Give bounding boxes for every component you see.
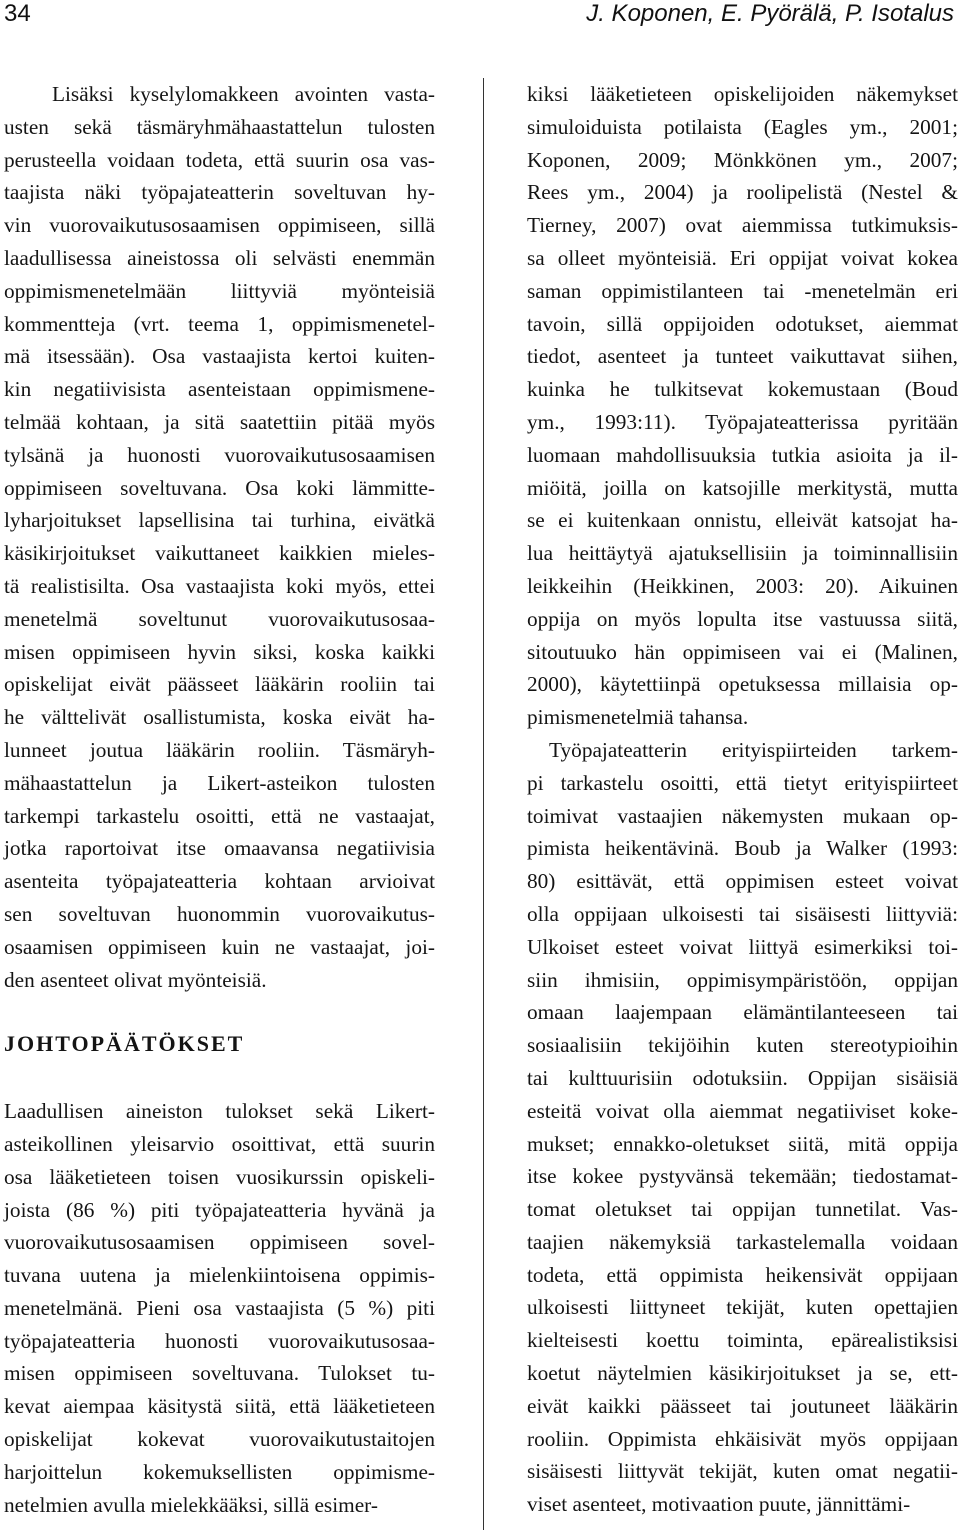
text-line: kevat aiempaa käsitystä siitä, että lääketieteen (4, 1394, 435, 1419)
text-line: joista (86 %) piti työpajateatteria hyvänä ja (4, 1197, 435, 1222)
text-line: sitoutuuko hän oppimiseen vai ei (Malinen, (527, 639, 958, 664)
text-line: itse kokee pystyvänsä tekemään; tiedostamat- (527, 1164, 958, 1189)
page-number: 34 (4, 0, 31, 27)
text-line: taajien näkemyksiä tarkastelemalla voidaan (527, 1229, 958, 1254)
text-line: pimista heikentävinä. Boub ja Walker (1993: (527, 836, 958, 861)
text-line: misen oppimiseen soveltuvana. Tulokset tu- (4, 1361, 435, 1386)
text-line: perusteella voidaan todeta, että suurin osa vas- (4, 147, 435, 172)
left-paragraph-conclusions (4, 1095, 435, 1521)
text-line: tomat oletukset tai oppijan tunnetilat. Vas- (527, 1197, 958, 1222)
section-heading-conclusions: JOHTOPÄÄTÖKSET (4, 1031, 245, 1057)
text-line: lua heittäytyä ajatuksellisiin ja toiminnallisiin (527, 541, 958, 566)
text-line: telmää kohtaan, ja sitä saatettiin pitää myös (4, 409, 435, 434)
text-line: asenteita työpajateatteria kohtaan arvioivat (4, 869, 435, 894)
text-line: todeta, että oppimista heikensivät oppijaan (527, 1262, 958, 1287)
text-line: tarkempi tarkastelu osoitti, että ne vastaajat, (4, 803, 435, 828)
left-column (4, 78, 435, 1521)
text-line: oppimismenetelmään liittyviä myönteisiä (4, 278, 435, 303)
text-line: Laadullisen aineiston tulokset sekä Likert- (4, 1099, 435, 1124)
text-line: vuorovaikutusosaamisen oppimiseen sovel- (4, 1230, 435, 1255)
text-line: tuvana uutena ja mielenkiintoisena oppimis- (4, 1263, 435, 1288)
text-line: luomaan mahdollisuuksia tutkia asioita ja il- (527, 442, 958, 467)
text-line: rooliin. Oppimista ehkäisivät myös oppijaan (527, 1426, 958, 1451)
text-line: menetelmä soveltunut vuorovaikutusosaa- (4, 606, 435, 631)
column-divider (483, 78, 484, 1530)
text-line: kuinka he tulkitsevat kokemustaan (Boud (527, 377, 958, 402)
text-line: opiskelijat eivät päässeet lääkärin rooliin tai (4, 672, 435, 697)
text-line: oppimiseen soveltuvana. Osa koki lämmitte- (4, 475, 435, 500)
right-paragraph-continuation (527, 78, 958, 734)
text-line: koetut näytelmien käsikirjoitukset ja se, ett- (527, 1361, 958, 1386)
text-line: taajista näki työpajateatterin soveltuvan hy- (4, 180, 435, 205)
text-line: se ei kuitenkaan onnistu, elleivät katsojat ha- (527, 508, 958, 533)
text-line: työpajateatteria huonosti vuorovaikutusosaa- (4, 1328, 435, 1353)
text-line: viset asenteet, motivaation puute, jännittämi- (527, 1492, 911, 1517)
text-line: Työpajateatterin erityispiirteiden tarkem- (549, 737, 958, 762)
text-line: pi tarkastelu osoitti, että tietyt erityispiirteet (527, 770, 958, 795)
text-line: tai kulttuurisiin odotuksiin. Oppijan sisäisiä (527, 1065, 958, 1090)
text-line: sa olleet myönteisiä. Eri oppijat voivat kokea (527, 245, 958, 270)
text-line: Tierney, 2007) ovat aiemmissa tutkimuksis- (527, 213, 958, 238)
running-head-authors: J. Koponen, E. Pyörälä, P. Isotalus (586, 0, 954, 27)
text-line: sen soveltuvan huonommin vuorovaikutus- (4, 901, 435, 926)
text-line: mähaastattelun ja Likert-asteikon tulosten (4, 770, 435, 795)
text-line: miöitä, joilla on katsojille merkitystä, mutta (527, 475, 958, 500)
text-line: misen oppimiseen hyvin siksi, koska kaikki (4, 639, 435, 664)
text-line: pimismenetelmiä tahansa. (527, 705, 749, 730)
text-line: asteikollinen yleisarvio osoittivat, että suurin (4, 1131, 435, 1156)
text-line: Ulkoiset esteet voivat liittyä esimerkiksi toi- (527, 934, 958, 959)
text-line: esteitä voivat olla aiemmat negatiiviset koke- (527, 1098, 958, 1123)
text-line: kiksi lääketieteen opiskelijoiden näkemykset (527, 82, 958, 106)
text-line: menetelmänä. Pieni osa vastaajista (5 %) piti (4, 1295, 435, 1320)
text-line: sosiaalisiin tekijöihin kuten stereotypioihin (527, 1033, 958, 1058)
text-line: mä itsessään). Osa vastaajista kertoi kuiten- (4, 344, 435, 369)
text-line: lyharjoitukset lapsellisina tai turhina, eivätkä (4, 508, 435, 533)
text-line: olla oppijaan ulkoisesti tai sisäisesti liittyviä: (527, 901, 958, 926)
text-line: ulkoisesti liittyneet tekijät, kuten opettajien (527, 1295, 958, 1320)
text-line: tä realistisilta. Osa vastaajista koki myös, ettei (4, 573, 435, 598)
text-line: vin vuorovaikutusosaamisen oppimiseen, sillä (4, 213, 435, 238)
text-line: harjoittelun kokemuksellisten oppimisme- (4, 1459, 435, 1484)
text-line: tavoin, sillä oppijoiden odotukset, aiemmat (527, 311, 958, 336)
text-line: tiedot, asenteet ja tunteet vaikuttavat siihen, (527, 344, 958, 369)
text-line: opiskelijat kokevat vuorovaikutustaitojen (4, 1427, 435, 1452)
text-line: kommentteja (vrt. teema 1, oppimismenetel- (4, 311, 435, 336)
text-line: kin negatiivisista asenteistaan oppimismene- (4, 377, 435, 402)
text-line: sisäisesti liittyvät tekijät, kuten omat negatii- (527, 1459, 958, 1484)
text-line: Koponen, 2009; Mönkkönen ym., 2007; (527, 147, 958, 172)
text-line: leikkeihin (Heikkinen, 2003: 20). Aikuinen (527, 573, 958, 598)
text-line: osa lääketieteen toisen vuosikurssin opiskeli- (4, 1164, 435, 1189)
running-head (0, 0, 960, 40)
text-line: saman oppimistilanteen tai -menetelmän eri (527, 278, 958, 303)
text-line: omaan laajempaan elämäntilanteeseen tai (527, 1000, 958, 1025)
text-line: 80) esittävät, että oppimisen esteet voivat (527, 869, 958, 894)
text-line: simuloiduista potilaista (Eagles ym., 2001; (527, 114, 958, 139)
text-line: 2000), käytettiinpä opetuksessa millaisia op- (527, 672, 958, 697)
text-line: den asenteet olivat myönteisiä. (4, 967, 267, 992)
text-line: Rees ym., 2004) ja roolipelistä (Nestel & (527, 180, 958, 205)
text-line: laadullisessa aineistossa oli selvästi enemmän (4, 245, 435, 270)
text-line: eivät kaikki päässeet tai joutuneet lääkärin (527, 1393, 958, 1418)
left-paragraph-results (4, 78, 435, 996)
right-paragraph-workshop-features (527, 734, 958, 1521)
text-line: Lisäksi kyselylomakkeen avointen vasta- (52, 82, 435, 106)
text-line: siin ihmisiin, oppimisympäristöön, oppijan (527, 967, 958, 992)
text-line: usten sekä täsmäryhmähaastattelun tulosten (4, 114, 435, 139)
text-line: tylsänä ja huonosti vuorovaikutusosaamisen (4, 442, 435, 467)
text-line: käsikirjoitukset vaikuttaneet kaikkien mieles- (4, 541, 435, 566)
text-line: netelmien avulla mielekkääksi, sillä esimer- (4, 1492, 378, 1517)
text-line: mukset; ennakko-oletukset siitä, mitä oppija (527, 1131, 958, 1156)
text-line: kielteisesti koettu toiminta, epärealistiksisi (527, 1328, 958, 1353)
text-line: osaamisen oppimiseen kuin ne vastaajat, joi- (4, 934, 435, 959)
text-line: he välttelivät osallistumista, koska eivät ha- (4, 705, 435, 730)
text-line: jotka raportoivat itse omaavansa negatiivisia (4, 836, 435, 861)
text-line: ym., 1993:11). Työpajateatterissa pyritään (527, 409, 958, 434)
text-line: lunneet joutua lääkärin rooliin. Täsmäryh- (4, 737, 435, 762)
text-line: oppija on myös lopulta itse vastuussa siitä, (527, 606, 958, 631)
right-column (527, 78, 958, 1521)
text-line: toimivat vastaajien näkemysten mukaan op- (527, 803, 958, 828)
